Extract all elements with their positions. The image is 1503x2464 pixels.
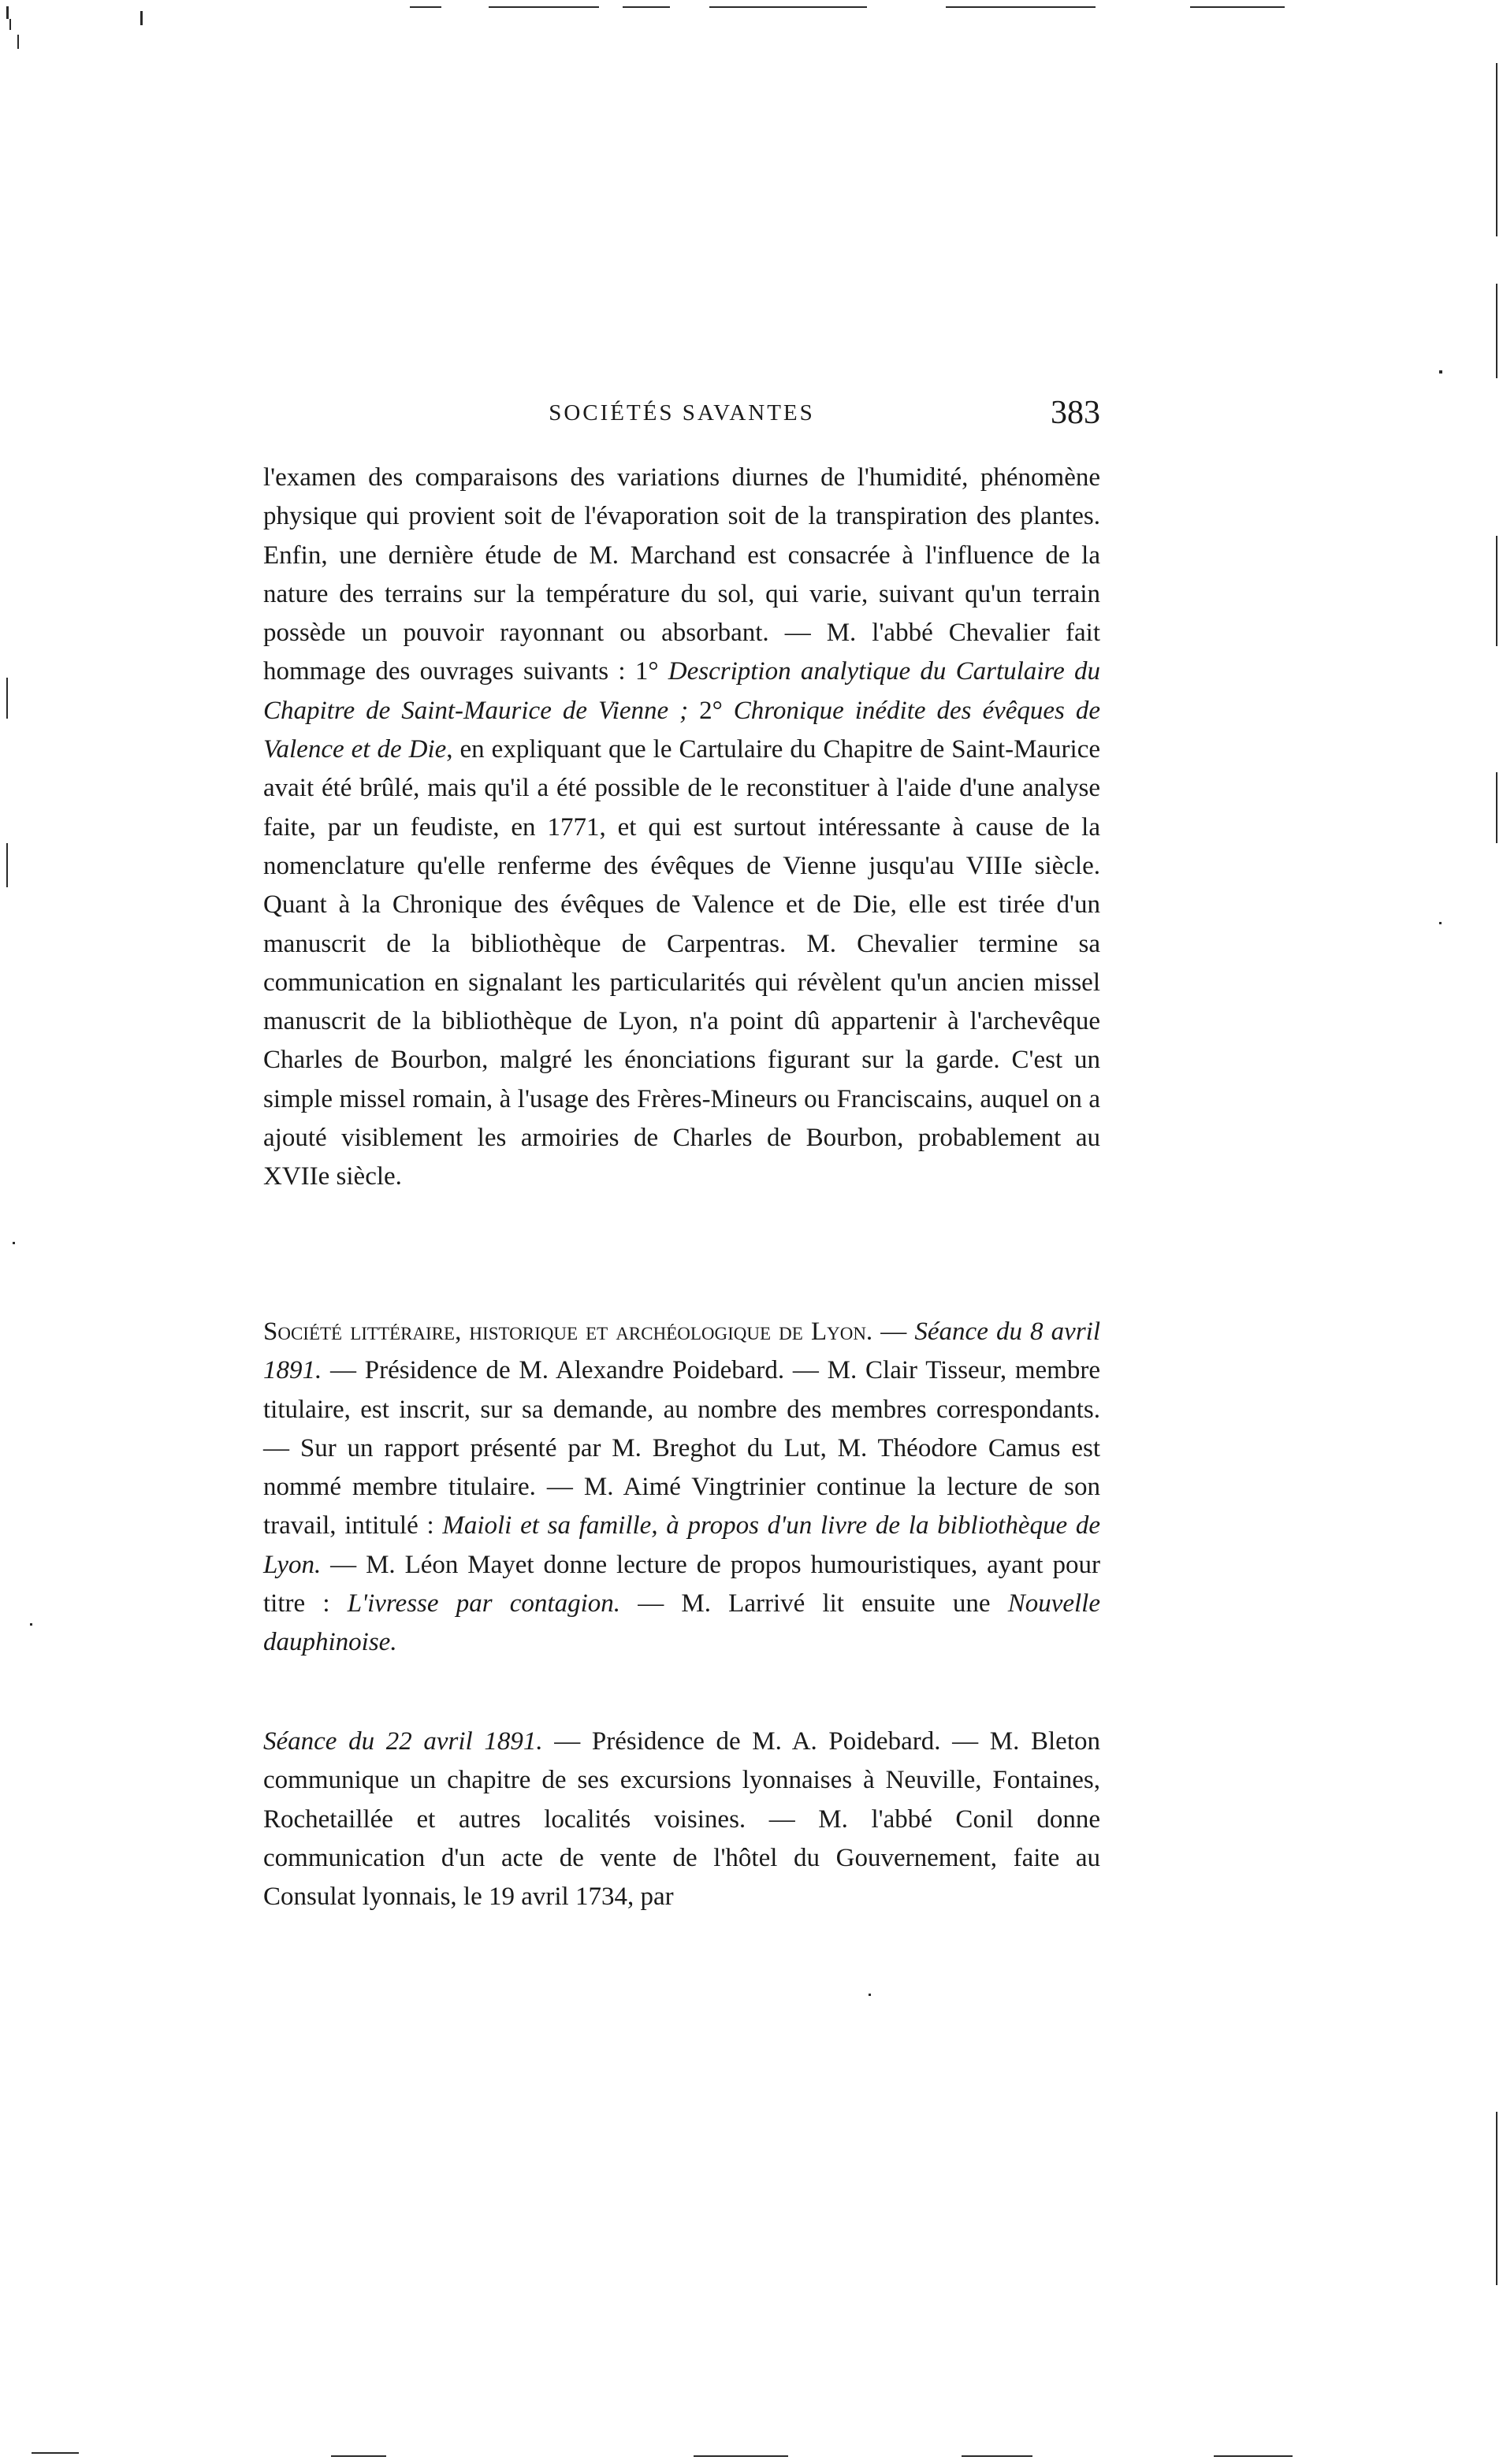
work-title: Nouvelle dauphinoise. <box>263 1589 1100 1657</box>
scan-mark <box>869 1994 871 1996</box>
paragraph-seance-8-avril <box>263 1313 1100 1663</box>
scan-mark <box>32 2452 79 2454</box>
scan-mark <box>1214 2455 1293 2457</box>
scan-mark <box>709 6 867 8</box>
running-title: SOCIÉTÉS SAVANTES <box>549 400 815 426</box>
scan-mark <box>1190 6 1285 8</box>
work-title: Maioli et sa famille, à propos d'un livre de la bibliothèque de Lyon. <box>263 1511 1100 1579</box>
work-title: L'ivresse par contagion. <box>347 1589 620 1619</box>
scan-mark <box>694 2455 788 2457</box>
paragraph-text: — Présidence de M. Alexandre Poidebard. — M. Clair Tisseur, membre titulaire, est inscrit, sur sa demande, au nombre des membres correspondants. — Sur un rapport présenté par M. Breghot du Lut, M. Théodore Camus est nommé membre titulaire. — M. Aimé Vingtrinier continue la lecture de son travail, intitulé : <box>263 1356 1100 1540</box>
work-title: Description analytique du Cartulaire du Chapitre de Saint-Maurice de Vienne ; <box>263 657 1100 725</box>
page-header <box>263 394 1100 441</box>
seance-date: Séance du 22 avril 1891. <box>263 1727 543 1756</box>
paragraph-text: l'examen des comparaisons des variations diurnes de l'humidité, phénomène physique qui provient soit de l'évaporation soit de la transpiration des plantes. Enfin, une dernière étude de M. Marchand est consacrée à l'influence de la nature des terrains sur la température du sol, qui varie, suivant qu'un terrain possède un pouvoir rayonnant ou absorbant. — M. l'abbé Chevalier fait hommage des ouvrages suivants : 1° <box>263 463 1100 686</box>
paragraph-seance-22-avril <box>263 1723 1100 1916</box>
scan-mark <box>17 35 19 49</box>
scan-mark <box>1496 63 1497 236</box>
scan-mark <box>489 6 599 8</box>
paragraph-text: — Présidence de M. A. Poidebard. — M. Bleton communique un chapitre de ses excursions lyonnaises à Neuville, Fontaines, Rochetaillée et autres localités voisines. — M. l'abbé Conil donne communication d'un acte de vente de l'hôtel du Gouvernement, faite au Consulat lyonnais, le 19 avril 1734, par <box>263 1727 1100 1912</box>
separator: — <box>872 1317 915 1346</box>
scan-mark <box>946 6 1096 8</box>
scan-mark <box>331 2455 386 2457</box>
scan-mark <box>962 2455 1032 2457</box>
scan-mark <box>30 1623 32 1626</box>
paragraph-text: — M. Larrivé lit ensuite une <box>620 1589 1008 1619</box>
separator: 2° <box>688 696 734 725</box>
scan-mark <box>1496 772 1497 843</box>
scan-mark <box>1439 922 1442 924</box>
page-number: 383 <box>1051 395 1100 431</box>
paragraph-text: — M. Léon Mayet donne lecture de propos humouristiques, ayant pour titre : <box>263 1550 1100 1619</box>
work-title: Chronique inédite des évêques de Valence et de Die <box>263 696 1101 764</box>
scan-mark <box>623 6 670 8</box>
paragraph-text: , en expliquant que le Cartulaire du Chapitre de Saint-Maurice avait été brûlé, mais qu'il a été possible de le reconstituer à l'aide d'une analyse faite, par un feudiste, en 1771, et qui est surtout intéressante à cause de la nomenclature qu'elle renferme des évêques de Vienne jusqu'au VIIIe siècle. Quant à la Chronique des évêques de Valence et de Die, elle est tirée d'un manuscrit de la bibliothèque de Carpentras. M. Chevalier termine sa communication en signalant les particularités qui révèlent qu'un ancien missel manuscrit de la bibliothèque de Lyon, n'a point dû appartenir à l'archevêque Charles de Bourbon, malgré les énonciations figurant sur la garde. C'est un simple missel romain, à l'usage des Frères-Mineurs ou Franciscains, auquel on a ajouté visiblement les armoiries de Charles de Bourbon, probablement au XVIIe siècle. <box>263 735 1101 1191</box>
scan-mark <box>1439 370 1442 374</box>
scan-mark <box>1496 536 1497 646</box>
seance-date: Séance du 8 avril 1891. <box>263 1317 1100 1385</box>
society-name: Société littéraire, historique et archéologique de Lyon. <box>263 1317 873 1346</box>
scan-mark <box>410 6 441 8</box>
scan-mark <box>6 678 8 719</box>
scan-mark <box>1496 284 1497 378</box>
scan-mark <box>9 19 11 30</box>
scan-mark <box>6 6 9 19</box>
scan-mark <box>13 1242 15 1244</box>
paragraph-chevalier <box>263 459 1100 1197</box>
scan-mark <box>140 11 143 25</box>
scan-mark <box>6 843 8 887</box>
scan-mark <box>1496 2112 1497 2285</box>
